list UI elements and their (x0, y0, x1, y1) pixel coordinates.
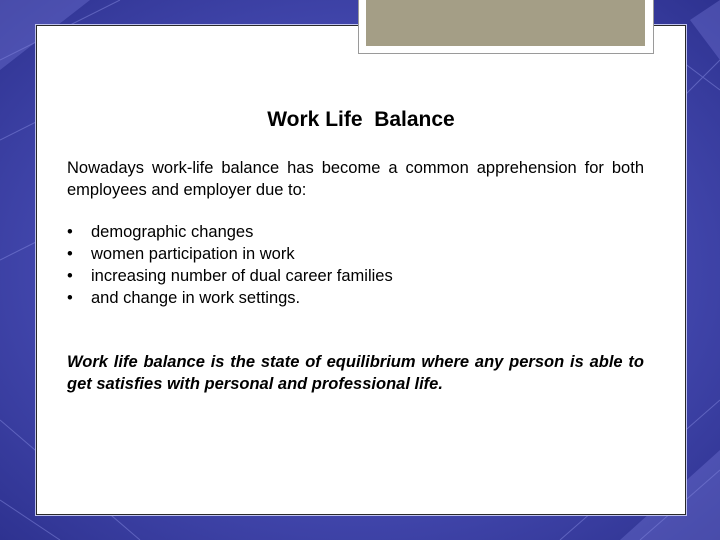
bullet-item (67, 287, 627, 309)
bullet-glyph: • (67, 267, 73, 285)
slide-title: Work Life Balance (267, 108, 455, 131)
bullet-list (67, 221, 627, 309)
bullet-text: women participation in work (91, 245, 295, 263)
bullet-item (67, 221, 627, 243)
header-tab-block (366, 0, 645, 46)
bullet-text: increasing number of dual career families (91, 267, 393, 285)
bullet-glyph: • (67, 223, 73, 241)
bullet-text: demographic changes (91, 223, 254, 241)
bullet-item (67, 265, 627, 287)
intro-paragraph: Nowadays work-life balance has become a common apprehension for both employees and employer due to: (67, 159, 644, 199)
bullet-glyph: • (67, 289, 73, 307)
bullet-text: and change in work settings. (91, 289, 301, 307)
bullet-glyph: • (67, 245, 73, 263)
definition-paragraph: Work life balance is the state of equilibrium where any person is able to get satisfies with personal and professional life. (67, 353, 644, 393)
bullet-item (67, 243, 627, 265)
